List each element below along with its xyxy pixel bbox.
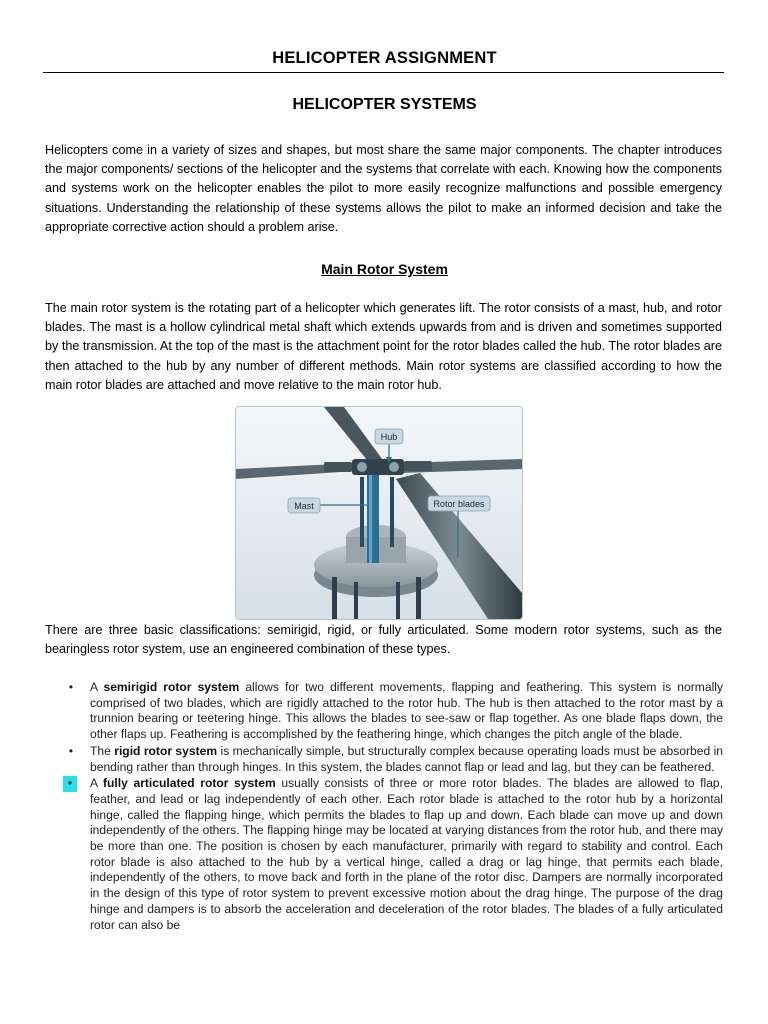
classifications-paragraph: There are three basic classifications: semirigid, rigid, or fully articulated. Some modern rotor systems, such as the bearingless rotor system, use an engineered combination of these types. xyxy=(45,623,722,657)
pitch-link-left xyxy=(360,477,364,547)
rotor-diagram-figure xyxy=(235,406,523,620)
section-title: HELICOPTER SYSTEMS xyxy=(292,96,477,113)
term-rigid: rigid rotor system xyxy=(114,743,218,758)
list-item-fully-articulated: • A fully articulated rotor system usually consists of three or more rotor blades. The blades are allowed to flap, feather, and lead or lag independently of each other. Each rotor blade is attached to the rotor hub by a horizontal hinge, called the flapping hinge, which permits the blades to flap up and down. Each blade can move up and down independently of the others. The flapping hinge may be located at varying distances from the rotor hub, and there may be more than one. The position is chosen by each manufacturer, primarily with regard to stability and control. Each rotor blade is also attached to the hub by a vertical hinge, called a drag or lag hinge, that permits each blade, independently of the others, to move back and forth in the plane of the rotor disc. Dampers are normally incorporated in the design of this type of rotor system to prevent excessive motion about the drag hinge. The purpose of the drag hinge and dampers is to absorb the acceleration and deceleration of the rotor blades. The blades of a fully articulated rotor can also be xyxy=(65,776,723,933)
strut-mid-right xyxy=(396,582,400,619)
blade-grip-left xyxy=(324,462,352,472)
list-item-rigid: • The rigid rotor system is mechanically simple, but structurally complex because operating loads must be absorbed in bending rather than through hinges. In this system, the blades cannot flap or lead and lag, but they can be feathered. xyxy=(65,744,723,775)
blades-label: Rotor blades xyxy=(433,499,485,509)
document-title: HELICOPTER ASSIGNMENT xyxy=(272,49,497,67)
pitch-link-right xyxy=(390,477,394,547)
rotor-types-list xyxy=(65,680,723,934)
intro-paragraph: Helicopters come in a variety of sizes and shapes, but most share the same major components. The chapter introduces the major components/ sections of the helicopter and the systems that correlate with each. Knowing how the components and systems work on the helicopter enables the pilot to more easily recognize malfunctions and possible emergency situations. Understanding the relationship of these systems allows the pilot to make an informed decision and take the appropriate corrective action should a problem arise. xyxy=(45,143,722,234)
highlighted-bullet-icon: • xyxy=(63,776,77,792)
strut-right xyxy=(416,577,421,619)
bullet-icon: • xyxy=(68,680,74,694)
bullet-icon: • xyxy=(68,743,74,758)
term-semirigid: semirigid rotor system xyxy=(103,680,240,694)
blade-grip-right xyxy=(404,461,432,471)
term-fully-articulated: fully articulated rotor system xyxy=(103,776,276,791)
strut-mid-left xyxy=(354,582,358,619)
title-divider xyxy=(43,72,724,73)
main-rotor-heading: Main Rotor System xyxy=(321,261,448,277)
main-rotor-paragraph: The main rotor system is the rotating part of a helicopter which generates lift. The rotor consists of a mast, hub, and rotor blades. The mast is a hollow cylindrical metal shaft which extends upwards from and is driven and sometimes supported by the transmission. At the top of the mast is the attachment point for the rotor blades called the hub. The rotor blades are then attached to the hub by any number of different methods. Main rotor systems are classified according to how the main rotor blades are attached and move relative to the main rotor hub. xyxy=(45,301,722,392)
mast xyxy=(367,465,379,563)
mast-label: Mast xyxy=(294,501,314,511)
rotor-diagram xyxy=(236,407,522,619)
list-item-semirigid: • A semirigid rotor system allows for two different movements, flapping and feathering. This system is normally comprised of two blades, which are rigidly attached to the rotor hub. The hub is then attached to the rotor mast by a trunnion bearing or teetering hinge. This allows the blades to see-saw or flap together. As one blade flaps down, the other flaps up. Feathering is accomplished by the feathering hinge, which changes the pitch angle of the blade. xyxy=(65,680,723,743)
strut-left xyxy=(332,577,337,619)
hub-label: Hub xyxy=(380,432,398,442)
